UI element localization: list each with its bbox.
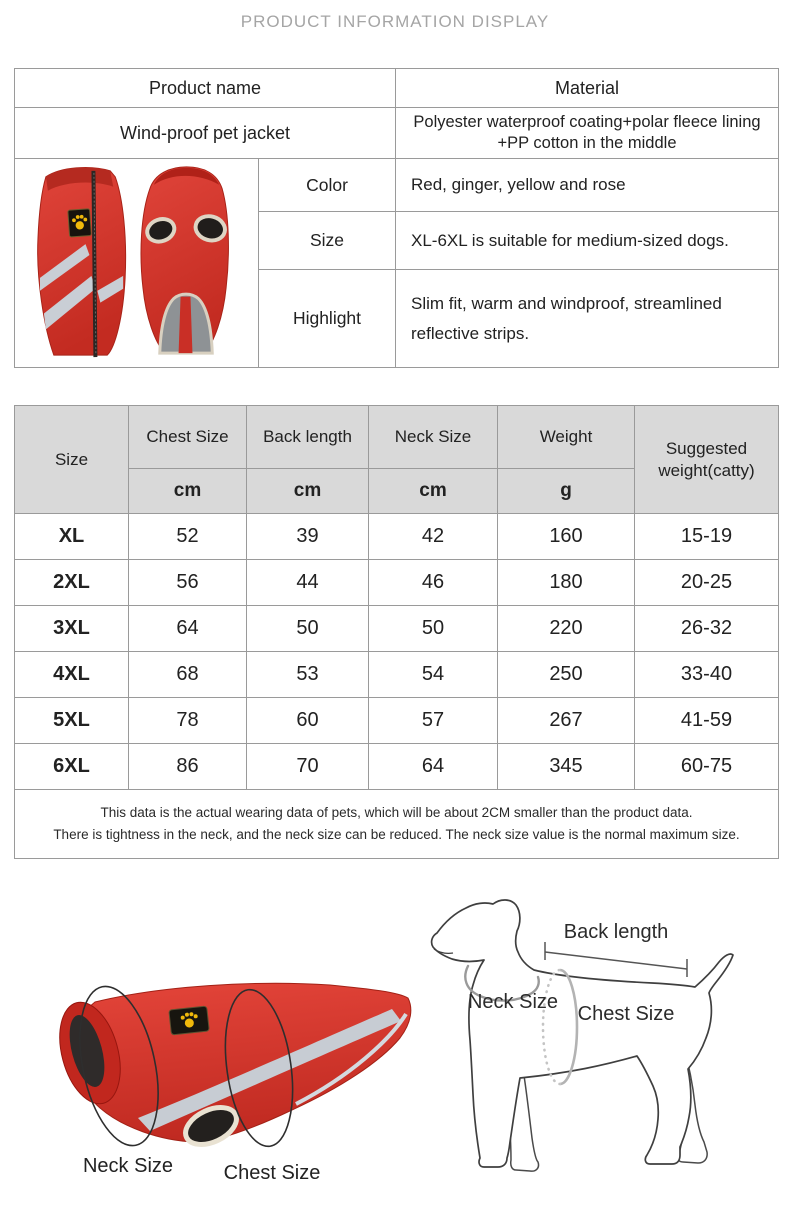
paw-badge-icon (169, 1006, 209, 1035)
cell: 60 (247, 698, 369, 744)
cell: 56 (129, 560, 247, 606)
cell: 70 (247, 744, 369, 790)
col-header-chest: Chest Size (129, 406, 247, 469)
cell: 44 (247, 560, 369, 606)
cell: 180 (498, 560, 635, 606)
unit-neck: cm (369, 469, 498, 514)
cell: 26-32 (635, 606, 779, 652)
highlight-label: Highlight (259, 270, 396, 368)
cell: 39 (247, 514, 369, 560)
cell: 50 (247, 606, 369, 652)
unit-weight: g (498, 469, 635, 514)
cell: 15-19 (635, 514, 779, 560)
cell: 52 (129, 514, 247, 560)
product-info-table (14, 68, 779, 368)
cell: 42 (369, 514, 498, 560)
paw-badge-icon (67, 209, 91, 237)
size-chart-table (14, 405, 779, 859)
cell: 6XL (15, 744, 129, 790)
product-name-value: Wind-proof pet jacket (15, 108, 396, 159)
product-name-header: Product name (15, 69, 396, 108)
cell: 160 (498, 514, 635, 560)
unit-back: cm (247, 469, 369, 514)
jacket-chest-size-label: Chest Size (223, 1162, 321, 1184)
cell: 64 (369, 744, 498, 790)
unit-chest: cm (129, 469, 247, 514)
measure-jacket-illustration (0, 930, 420, 1220)
jacket-back-view (140, 167, 227, 353)
cell: XL (15, 514, 129, 560)
table-row (15, 560, 779, 606)
cell: 57 (369, 698, 498, 744)
cell: 345 (498, 744, 635, 790)
product-photo (16, 159, 258, 362)
table-row (15, 744, 779, 790)
table-row (15, 514, 779, 560)
info-value-row (15, 108, 779, 159)
cell: 5XL (15, 698, 129, 744)
col-header-suggested: Suggested weight(catty) (635, 406, 779, 514)
col-header-weight: Weight (498, 406, 635, 469)
cell: 3XL (15, 606, 129, 652)
cell: 54 (369, 652, 498, 698)
size-note-line1: This data is the actual wearing data of pets, which will be about 2CM smaller than the product data. (100, 805, 693, 820)
material-header: Material (396, 69, 779, 108)
info-header-row (15, 69, 779, 108)
dog-chest-size-label: Chest Size (577, 1003, 675, 1025)
back-length-measure-line (545, 942, 687, 977)
cell: 220 (498, 606, 635, 652)
cell: 250 (498, 652, 635, 698)
jacket-side-view (37, 168, 125, 358)
cell: 2XL (15, 560, 129, 606)
highlight-value: Slim fit, warm and windproof, streamlined reflective strips. (396, 270, 779, 368)
cell: 267 (498, 698, 635, 744)
dog-measure-illustration (400, 890, 790, 1220)
cell: 60-75 (635, 744, 779, 790)
size-label: Size (259, 212, 396, 270)
cell: 4XL (15, 652, 129, 698)
dog-neck-size-label: Neck Size (467, 991, 559, 1013)
note-row (15, 790, 779, 859)
size-value: XL-6XL is suitable for medium-sized dogs. (396, 212, 779, 270)
col-header-neck: Neck Size (369, 406, 498, 469)
cell: 78 (129, 698, 247, 744)
jacket-neck-size-label: Neck Size (82, 1155, 174, 1177)
table-row (15, 606, 779, 652)
table-row (15, 652, 779, 698)
material-value: Polyester waterproof coating+polar fleece lining +PP cotton in the middle (396, 108, 779, 159)
cell: 33-40 (635, 652, 779, 698)
cell: 50 (369, 606, 498, 652)
color-value: Red, ginger, yellow and rose (396, 159, 779, 212)
cell: 86 (129, 744, 247, 790)
cell: 64 (129, 606, 247, 652)
page-title: PRODUCT INFORMATION DISPLAY (240, 12, 550, 31)
color-label: Color (259, 159, 396, 212)
col-header-size: Size (15, 406, 129, 514)
cell: 53 (247, 652, 369, 698)
table-row (15, 698, 779, 744)
back-length-label: Back length (563, 921, 669, 943)
cell: 46 (369, 560, 498, 606)
cell: 68 (129, 652, 247, 698)
size-note-line2: There is tightness in the neck, and the neck size can be reduced. The neck size value is the normal maximum size. (53, 827, 740, 842)
col-header-back: Back length (247, 406, 369, 469)
size-note (15, 790, 779, 859)
product-photo-cell (15, 159, 259, 368)
cell: 20-25 (635, 560, 779, 606)
cell: 41-59 (635, 698, 779, 744)
size-chart-header-row (15, 406, 779, 469)
color-row (15, 159, 779, 212)
